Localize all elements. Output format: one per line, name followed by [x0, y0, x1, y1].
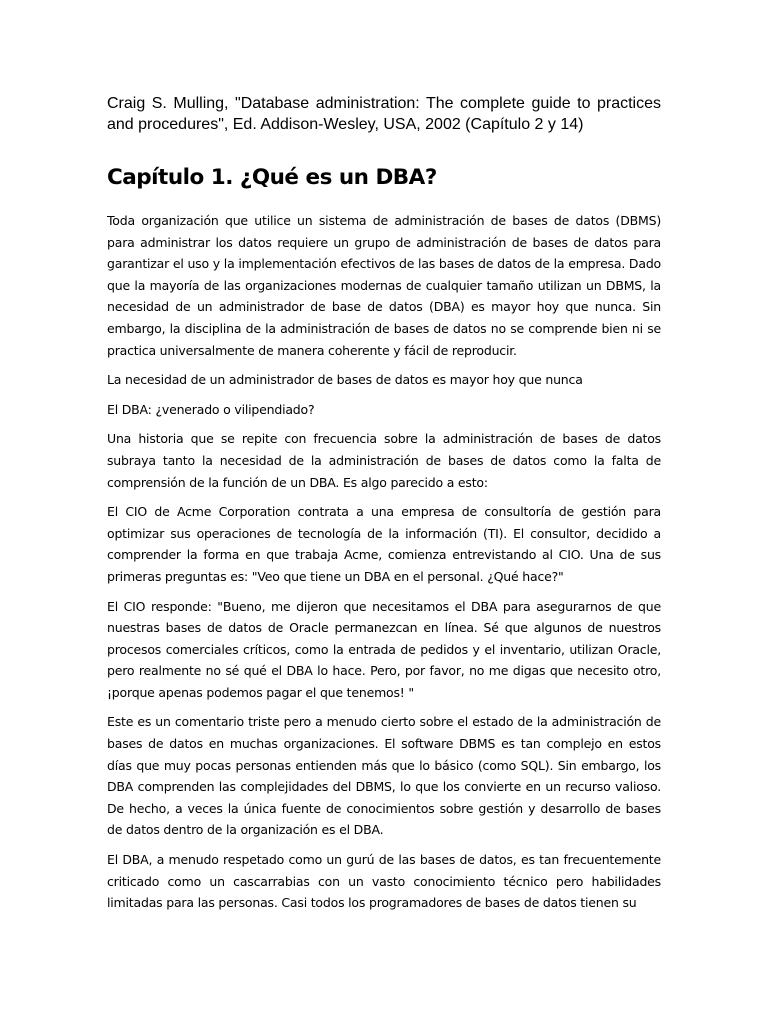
- paragraph-guru: El DBA, a menudo respetado como un gurú de las bases de datos, es tan frecuentemente criticado como un cascarrabias con un vasto conocimiento técnico pero habilidades limitadas para las personas. Casi todos los programadores de bases de datos tienen su: [107, 852, 661, 911]
- paragraph-cio-response: El CIO responde: "Bueno, me dijeron que necesitamos el DBA para asegurarnos de que nuestras bases de datos de Oracle permanezcan en línea. Sé que algunos de nuestros procesos comerciales críticos, como la entrada de pedidos y el inventario, utilizan Oracle, pero realmente no sé qué el DBA lo hace. Pero, por favor, no me digas que necesito otro, ¡porque apenas podemos pagar el que tenemos! ": [107, 598, 661, 700]
- paragraph-need-heading: La necesidad de un administrador de bases de datos es mayor hoy que nunca: [107, 372, 583, 388]
- citation-text: Craig S. Mulling, "Database administration: The complete guide to practices and procedures", Ed. Addison-Wesley, USA, 2002 (Capítulo 2 y 14): [107, 95, 661, 133]
- paragraph-story: Una historia que se repite con frecuencia sobre la administración de bases de datos subraya tanto la necesidad de la administración de bases de datos como la falta de comprensión de la función de un DBA. Es algo parecido a esto:: [107, 431, 661, 490]
- chapter-title: Capítulo 1. ¿Qué es un DBA?: [107, 165, 437, 190]
- paragraph-intro: Toda organización que utilice un sistema de administración de bases de datos (DBMS) para administrar los datos requiere un grupo de administración de bases de datos para garantizar el uso y la implementación efectivos de las bases de datos de la empresa. Dado que la mayoría de las organizaciones modernas de cualquier tamaño utilizan un DBMS, la necesidad de un administrador de base de datos (DBA) es mayor hoy que nunca. Sin embargo, la disciplina de la administración de bases de datos no se comprende bien ni se practica universalmente de manera coherente y fácil de reproducir.: [107, 213, 661, 358]
- paragraph-comment: Este es un comentario triste pero a menudo cierto sobre el estado de la administración de bases de datos en muchas organizaciones. El software DBMS es tan complejo en estos días que muy pocas personas entienden más que lo básico (como SQL). Sin embargo, los DBA comprenden las complejidades del DBMS, lo que los convierte en un recurso valioso. De hecho, a veces la única fuente de conocimientos sobre gestión y desarrollo de bases de datos dentro de la organización es el DBA.: [107, 714, 661, 838]
- document-page: [107, 93, 661, 922]
- paragraph-dba-question: El DBA: ¿venerado o vilipendiado?: [107, 401, 315, 417]
- paragraph-cio-hire: El CIO de Acme Corporation contrata a una empresa de consultoría de gestión para optimizar sus operaciones de tecnología de la información (TI). El consultor, decidido a comprender la forma en que trabaja Acme, comienza entrevistando al CIO. Una de sus primeras preguntas es: "Veo que tiene un DBA en el personal. ¿Qué hace?": [107, 504, 661, 584]
